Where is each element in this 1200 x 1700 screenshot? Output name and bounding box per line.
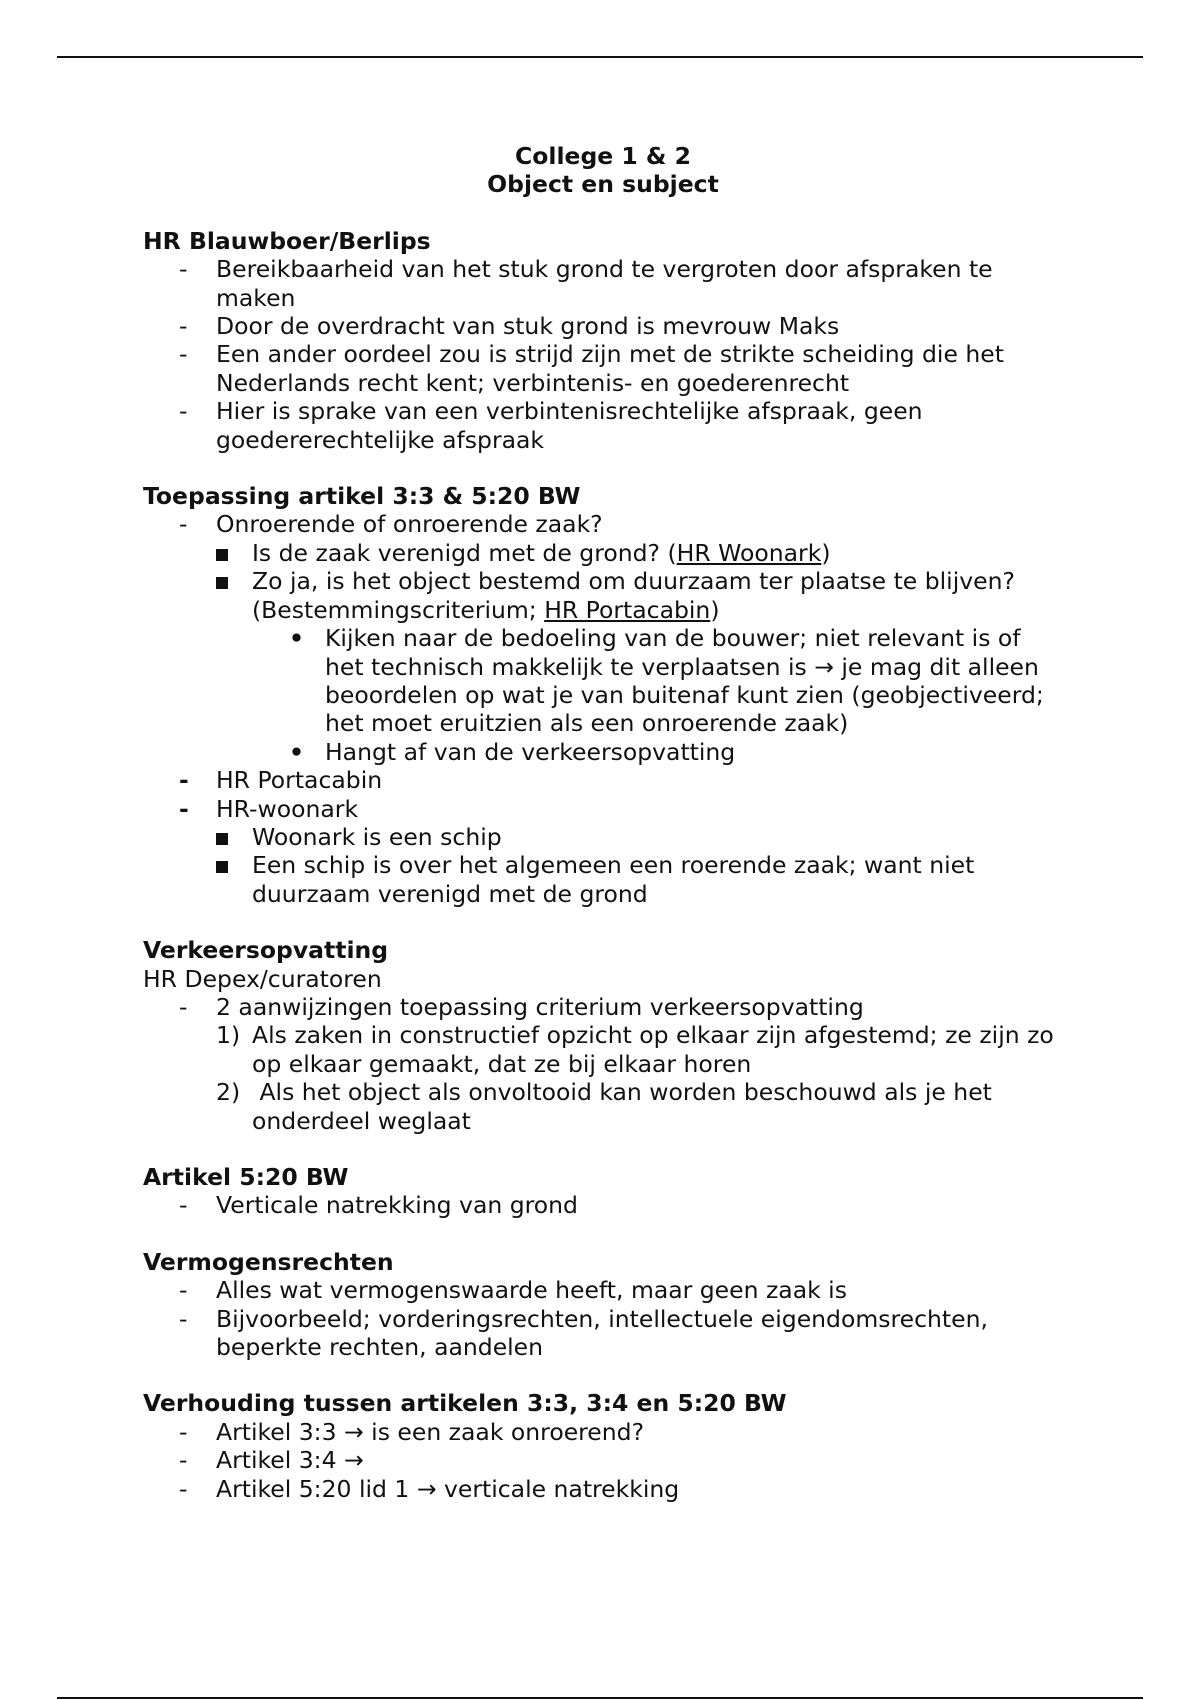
subsublist-item: • Hangt af van de verkeersopvatting <box>289 737 736 766</box>
sublist-item: Is de zaak verenigd met de grond? (HR Woonark) <box>143 539 1063 567</box>
list-item: - 2 aanwijzingen toepassing criterium verkeersopvatting <box>179 992 864 1021</box>
list-item: - Hier is sprake van een verbintenisrechtelijke afspraak, geen goedererechtelijke afspraak <box>179 397 923 454</box>
section-heading-vermogensrechten: Vermogensrechten <box>143 1247 394 1276</box>
case-reference-woonark: HR Woonark <box>676 538 822 567</box>
document-body <box>143 142 1063 1503</box>
numbered-item: 2) Als het object als onvoltooid kan worden beschouwd als je het onderdeel weglaat <box>216 1078 1000 1135</box>
section-heading-toepassing: Toepassing artikel 3:3 & 5:20 BW <box>143 482 581 511</box>
square-bullet-icon <box>216 567 228 595</box>
sublist-item: Zo ja, is het object bestemd om duurzaam ter plaatse te blijven? (Bestemmingscriterium; HR Portacabin) <box>143 567 1063 624</box>
list-item: - Artikel 5:20 lid 1 → verticale natrekking <box>179 1474 680 1503</box>
list-item: - Een ander oordeel zou is strijd zijn met de strikte scheiding die het Nederlands recht kent; verbintenis- en goederenrecht <box>179 340 1004 397</box>
square-bullet-icon <box>216 823 228 851</box>
list-item: - Artikel 3:3 → is een zaak onroerend? <box>179 1417 645 1446</box>
square-bullet-icon <box>216 539 228 567</box>
list-item: - Verticale natrekking van grond <box>179 1191 578 1220</box>
title-line-1: College 1 & 2 <box>515 142 691 170</box>
case-name: HR Depex/curatoren <box>143 964 382 993</box>
list-item: - Artikel 3:4 → <box>179 1446 364 1475</box>
footer-rule <box>57 1697 1143 1699</box>
subsublist-item: • Kijken naar de bedoeling van de bouwer; niet relevant is of het technisch makkelijk te verplaatsen is → je mag dit alleen beoordelen op wat je van buitenaf kunt zien (geobjectiveerd; het moet eruitzien als een onroerende zaak) <box>289 624 1044 738</box>
section-heading-artikel-520: Artikel 5:20 BW <box>143 1163 349 1191</box>
list-item: - Bijvoorbeeld; vorderingsrechten, intellectuele eigendomsrechten, beperkte rechten, aandelen <box>179 1304 988 1362</box>
sublist-item: Woonark is een schip <box>143 823 1063 851</box>
square-bullet-icon <box>216 851 228 879</box>
list-item: - HR Portacabin <box>179 766 383 795</box>
case-reference-portacabin: HR Portacabin <box>544 595 711 624</box>
list-item: - Door de overdracht van stuk grond is mevrouw Maks <box>179 312 840 341</box>
sublist-item: Een schip is over het algemeen een roerende zaak; want niet duurzaam verenigd met de grond <box>143 851 1063 908</box>
section-heading-blauwboer: HR Blauwboer/Berlips <box>143 226 431 255</box>
title-line-2: Object en subject <box>487 170 719 199</box>
list-item: - Alles wat vermogenswaarde heeft, maar geen zaak is <box>179 1276 847 1305</box>
numbered-item: 1) Als zaken in constructief opzicht op elkaar zijn afgestemd; ze zijn zo op elkaar gemaakt, dat ze bij elkaar horen <box>216 1021 1054 1078</box>
list-item: - HR-woonark <box>179 794 359 823</box>
list-item: - Onroerende of onroerende zaak? <box>179 510 603 539</box>
section-heading-verkeersopvatting: Verkeersopvatting <box>143 936 389 965</box>
section-heading-verhouding: Verhouding tussen artikelen 3:3, 3:4 en 5:20 BW <box>143 1389 787 1418</box>
list-item: - Bereikbaarheid van het stuk grond te vergroten door afspraken te maken <box>179 255 993 312</box>
header-rule <box>57 56 1143 58</box>
